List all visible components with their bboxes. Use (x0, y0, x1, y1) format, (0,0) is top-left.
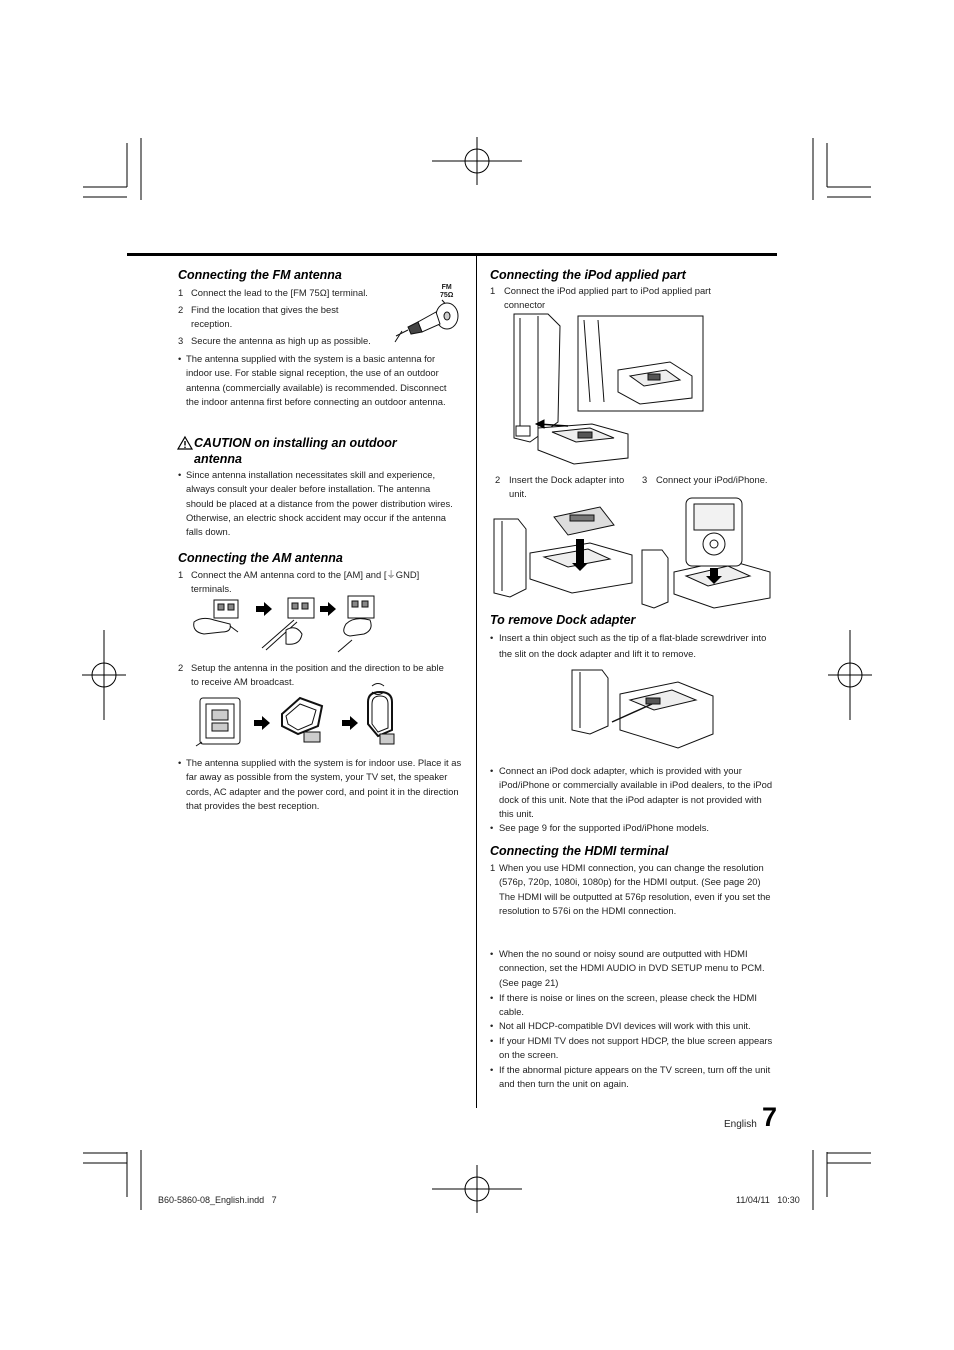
ipod-step-2: 2 Insert the Dock adapter into unit. (495, 474, 625, 500)
column-divider (476, 256, 477, 1108)
fm-terminal-label: FM 75Ω (440, 284, 454, 299)
remove-dock-note: • Insert a thin object such as the tip of a flat-blade screwdriver into the slit on the dock adapter and lift it to remove. (490, 632, 767, 659)
fm-antenna-heading: Connecting the FM antenna (178, 268, 342, 282)
am-antenna-heading: Connecting the AM antenna (178, 551, 343, 565)
caution-note: • Since antenna installation necessitates skill and experience, always consult your dealer before installation. The antenna should be placed at a distance from the power distribution wires. Otherwise, an electric shock accident may occur if the antenna falls down. (178, 469, 453, 538)
hdmi-note-1: • When the no sound or noisy sound are outputted with HDMI connection, set the HDMI AUDIO in DVD SETUP menu to PCM. (See page 21) (490, 948, 765, 988)
ipod-part-connection-illustration (510, 312, 710, 470)
fm-step-3: 3 Secure the antenna as high up as possible. (178, 335, 371, 346)
dock-adapter-insert-illustration (490, 505, 635, 600)
hdmi-note-5: • If the abnormal picture appears on the TV screen, turn off the unit and then turn the unit on again. (490, 1064, 771, 1090)
hdmi-note-4: • If your HDMI TV does not support HDCP, the blue screen appears on the screen. (490, 1035, 773, 1061)
am-loop-setup-illustration (192, 690, 412, 752)
hdmi-heading: Connecting the HDMI terminal (490, 844, 669, 858)
warning-icon (177, 436, 193, 450)
ipod-connect-illustration (638, 494, 778, 609)
remove-dock-illustration (568, 664, 713, 752)
fm-antenna-illustration (392, 300, 462, 350)
caution-heading-line1: CAUTION on installing an outdoor (194, 436, 397, 450)
am-step-1: 1 Connect the AM antenna cord to the [AM] and [⏚GND] terminals. (178, 569, 420, 595)
ipod-step-3: 3 Connect your iPod/iPhone. (642, 474, 768, 485)
ipod-heading: Connecting the iPod applied part (490, 268, 686, 282)
am-step-2: 2 Setup the antenna in the position and the direction to be able to receive AM broadcast. (178, 662, 444, 688)
ipod-step-1: 1 Connect the iPod applied part to iPod applied part connector (490, 285, 711, 311)
am-note: • The antenna supplied with the system is for indoor use. Place it as far away as possible from the system, your TV set, the speaker cords, AC adapter and the power cord, and point it in the direction that provides the best reception. (178, 757, 462, 811)
page-number: 7 (762, 1102, 778, 1132)
am-cord-connection-illustration (190, 594, 390, 654)
fm-note: • The antenna supplied with the system is a basic antenna for indoor use. For stable signal reception, the use of an outdoor antenna (commercially available) is recommended. Disconnect the indoor antenna first before connecting an outdoor antenna. (178, 353, 447, 407)
ipod-note-2: • See page 9 for the supported iPod/iPhone models. (490, 822, 710, 833)
footer-language: English (724, 1119, 757, 1130)
caution-heading-line2: antenna (194, 452, 242, 466)
remove-dock-heading: To remove Dock adapter (490, 613, 636, 627)
hdmi-step-1: 1 When you use HDMI connection, you can change the resolution (576p, 720p, 1080i, 1080p) for the HDMI output. (See page 20) The HDMI will be outputted at 576p resolution, even if you set the resolution to 576i on the HDMI connection. (490, 862, 771, 916)
footer-file: B60-5860-08_English.indd 7 (158, 1195, 277, 1205)
footer-timestamp: 11/04/11 10:30 (736, 1195, 800, 1205)
hdmi-note-2: • If there is noise or lines on the screen, please check the HDMI cable. (490, 992, 757, 1018)
fm-step-1: 1 Connect the lead to the [FM 75Ω] terminal. (178, 287, 368, 298)
hdmi-note-3: • Not all HDCP-compatible DVI devices will work with this unit. (490, 1020, 751, 1031)
ipod-note-1: • Connect an iPod dock adapter, which is provided with your iPod/iPhone or commercially available in iPod dealers, to the iPod dock of this unit. Note that the iPod adapter is not provided with this unit. (490, 765, 773, 819)
top-rule (127, 253, 777, 256)
fm-step-2: 2 Find the location that gives the best reception. (178, 304, 339, 330)
